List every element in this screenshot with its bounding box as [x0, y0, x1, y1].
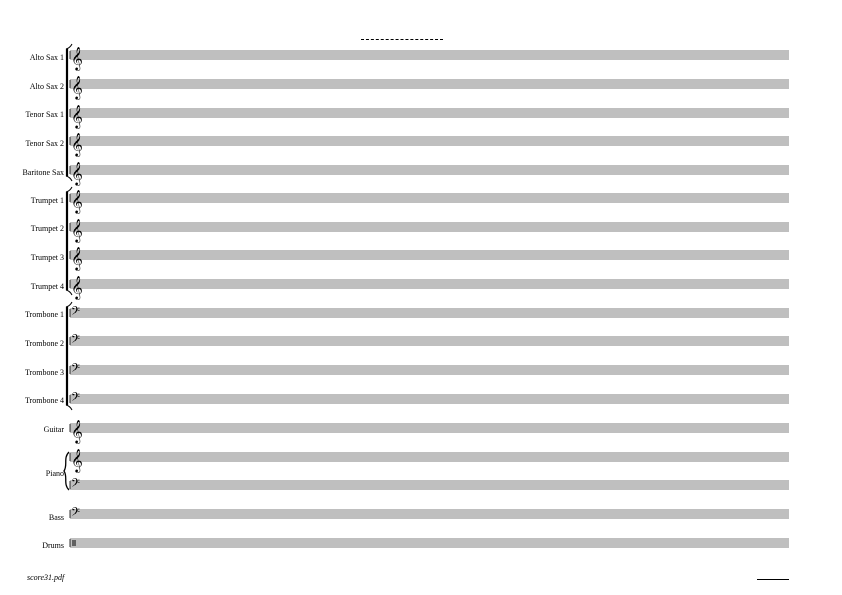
staff — [70, 453, 789, 461]
bass-clef-icon: 𝄢 — [71, 305, 81, 321]
staff — [70, 251, 789, 259]
instrument-label: Trombone 1 — [24, 310, 64, 319]
staff — [70, 539, 789, 547]
staff — [70, 51, 789, 59]
treble-clef-icon: 𝄞 — [71, 246, 83, 270]
bass-clef-icon: 𝄢 — [71, 391, 81, 407]
bass-clef-icon: 𝄢 — [71, 506, 81, 522]
instrument-label: Trumpet 2 — [30, 224, 64, 233]
treble-clef-icon: 𝄞 — [71, 104, 83, 128]
staff — [70, 194, 789, 202]
clefs — [71, 46, 83, 546]
instrument-label: Trumpet 4 — [30, 282, 64, 291]
treble-clef-icon: 𝄞 — [71, 448, 83, 472]
staff — [70, 309, 789, 317]
treble-clef-icon: 𝄞 — [71, 132, 83, 156]
instrument-label: Guitar — [43, 425, 64, 434]
treble-clef-icon: 𝄞 — [71, 75, 83, 99]
instrument-label: Trombone 2 — [24, 339, 64, 348]
instrument-label: Trumpet 3 — [30, 253, 64, 262]
instrument-label: Tenor Sax 2 — [25, 139, 64, 148]
staff — [70, 223, 789, 231]
treble-clef-icon: 𝄞 — [71, 218, 83, 242]
treble-clef-icon: 𝄞 — [71, 161, 83, 185]
staff — [70, 137, 789, 145]
treble-clef-icon: 𝄞 — [71, 189, 83, 213]
bass-clef-icon: 𝄢 — [71, 333, 81, 349]
bass-clef-icon: 𝄢 — [71, 477, 81, 493]
staff — [70, 166, 789, 174]
instrument-label: Trumpet 1 — [30, 196, 64, 205]
footer-filename: score31.pdf — [27, 573, 65, 582]
staff — [70, 366, 789, 374]
instrument-label: Alto Sax 1 — [29, 53, 64, 62]
staff — [70, 337, 789, 345]
staff — [70, 109, 789, 117]
instrument-label: Drums — [42, 541, 64, 550]
piano-brace — [64, 452, 69, 490]
instrument-label: Alto Sax 2 — [29, 82, 64, 91]
staff — [70, 80, 789, 88]
staff — [70, 395, 789, 403]
page-number-placeholder — [757, 572, 789, 580]
treble-clef-icon: 𝄞 — [71, 46, 83, 70]
staff — [70, 510, 789, 518]
staff — [70, 481, 789, 489]
staff — [70, 424, 789, 432]
instrument-label: Trombone 4 — [24, 396, 64, 405]
treble-clef-icon: 𝄞 — [71, 419, 83, 443]
bass-clef-icon: 𝄢 — [71, 362, 81, 378]
instrument-label: Trombone 3 — [24, 368, 64, 377]
staff — [70, 280, 789, 288]
instrument-label: Tenor Sax 1 — [25, 110, 64, 119]
staff-lines — [70, 51, 789, 547]
treble-clef-icon: 𝄞 — [71, 275, 83, 299]
instrument-label: Piano — [45, 469, 64, 478]
instrument-label: Baritone Sax — [22, 168, 64, 177]
instrument-label: Bass — [48, 513, 64, 522]
